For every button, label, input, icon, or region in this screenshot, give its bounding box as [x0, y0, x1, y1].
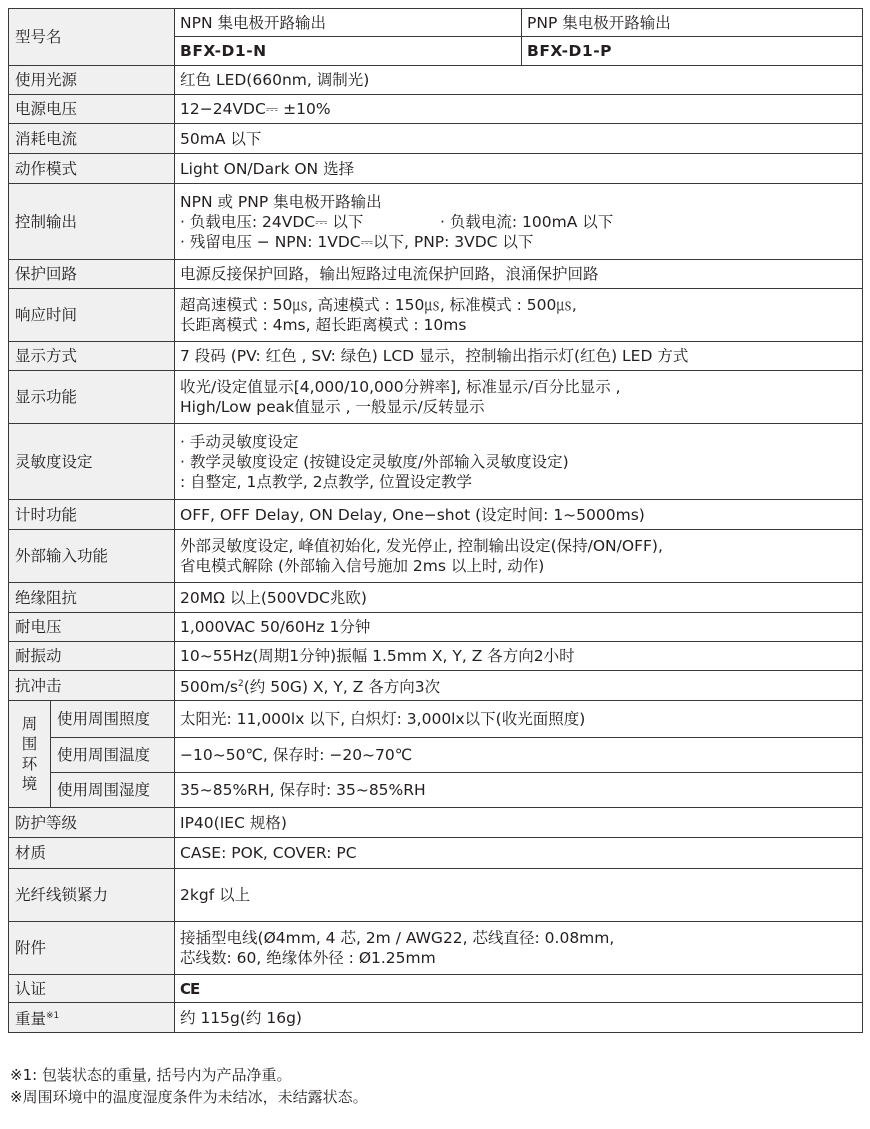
- fiber-lock-label: 光纤线锁紧力: [9, 869, 175, 922]
- pnp-type: PNP 集电极开路输出: [522, 9, 863, 37]
- vibration-value: 10~55Hz(周期1分钟)振幅 1.5mm X, Y, Z 各方向2小时: [175, 642, 863, 671]
- pnp-model: BFX-D1-P: [522, 37, 863, 66]
- protection-value: 电源反接保护回路，输出短路过电流保护回路，浪涌保护回路: [175, 260, 863, 289]
- accessory-line2: 芯线数: 60, 绝缘体外径 : Ø1.25mm: [180, 949, 436, 967]
- power-voltage-value: 12−24VDC⎓ ±10%: [175, 95, 863, 124]
- environment-char-4: 境: [21, 775, 38, 793]
- sensitivity-value: [175, 424, 863, 500]
- external-input-value: [175, 530, 863, 583]
- accessory-line1: 接插型电线(Ø4mm, 4 芯, 2m / AWG22, 芯线直径: 0.08mm,: [180, 929, 615, 947]
- weight-label: [9, 1003, 175, 1033]
- footnotes: [10, 1064, 368, 1108]
- certification-label: 认证: [9, 975, 175, 1003]
- sensitivity-line2: · 教学灵敏度设定 (按键设定灵敏度/外部输入灵敏度设定): [180, 452, 569, 471]
- response-value: [175, 289, 863, 342]
- illumination-label: 使用周围照度: [51, 701, 175, 738]
- external-input-line2: 省电模式解除 (外部输入信号施加 2ms 以上时, 动作): [180, 557, 545, 575]
- spec-table: [8, 8, 863, 1033]
- external-input-label: 外部输入功能: [9, 530, 175, 583]
- response-line1: 超高速模式 : 50㎲, 高速模式 : 150㎲, 标准模式 : 500㎲,: [180, 296, 577, 314]
- current-value: 50mA 以下: [175, 124, 863, 154]
- shock-value: [175, 671, 863, 701]
- npn-type: NPN 集电极开路输出: [175, 9, 522, 37]
- display-method-value: 7 段码 (PV: 红色 , SV: 绿色) LCD 显示，控制输出指示灯(红色) LED 方式: [175, 342, 863, 371]
- humidity-value: 35~85%RH, 保存时: 35~85%RH: [175, 773, 863, 808]
- mode-value: Light ON/Dark ON 选择: [175, 154, 863, 184]
- environment-char-1: 周: [21, 715, 38, 733]
- temperature-label: 使用周围温度: [51, 738, 175, 773]
- display-function-label: 显示功能: [9, 371, 175, 424]
- vibration-label: 耐振动: [9, 642, 175, 671]
- external-input-line1: 外部灵敏度设定, 峰值初始化, 发光停止, 控制输出设定(保持/ON/OFF),: [180, 537, 663, 555]
- shock-value-sup: 2: [238, 678, 244, 689]
- mode-label: 动作模式: [9, 154, 175, 184]
- environment-char-3: 环: [21, 755, 38, 773]
- shock-value-post: (约 50G) X, Y, Z 各方向3次: [243, 678, 441, 697]
- dielectric-value: 1,000VAC 50/60Hz 1分钟: [175, 613, 863, 642]
- sensitivity-label: 灵敏度设定: [9, 424, 175, 500]
- timer-value: OFF, OFF Delay, ON Delay, One−shot (设定时间: 1~5000ms): [175, 500, 863, 530]
- light-source-value: 红色 LED(660nm, 调制光): [175, 66, 863, 95]
- sensitivity-line1: · 手动灵敏度设定: [180, 432, 299, 451]
- accessory-value: [175, 922, 863, 975]
- light-source-label: 使用光源: [9, 66, 175, 95]
- display-function-line1: 收光/设定值显示[4,000/10,000分辨率], 标准显示/百分比显示 ,: [180, 378, 621, 396]
- material-value: CASE: POK, COVER: PC: [175, 838, 863, 869]
- footnote-1: ※1: 包装状态的重量, 括号内为产品净重。: [10, 1066, 292, 1084]
- sensitivity-line3: : 自整定, 1点教学, 2点教学, 位置设定教学: [180, 472, 472, 491]
- protection-label: 保护回路: [9, 260, 175, 289]
- display-function-line2: High/Low peak值显示 , 一般显示/反转显示: [180, 398, 485, 416]
- environment-char-2: 围: [21, 735, 38, 753]
- protection-grade-value: IP40(IEC 规格): [175, 808, 863, 838]
- npn-model: BFX-D1-N: [175, 37, 522, 66]
- environment-group-label: [9, 701, 51, 808]
- model-label: 型号名: [9, 9, 175, 66]
- insulation-label: 绝缘阻抗: [9, 583, 175, 613]
- display-function-value: [175, 371, 863, 424]
- weight-label-sup: ※1: [46, 1010, 60, 1021]
- current-label: 消耗电流: [9, 124, 175, 154]
- material-label: 材质: [9, 838, 175, 869]
- response-line2: 长距离模式 : 4ms, 超长距离模式 : 10ms: [180, 316, 467, 334]
- insulation-value: 20MΩ 以上(500VDC兆欧): [175, 583, 863, 613]
- accessory-label: 附件: [9, 922, 175, 975]
- response-label: 响应时间: [9, 289, 175, 342]
- display-method-label: 显示方式: [9, 342, 175, 371]
- shock-label: 抗冲击: [9, 671, 175, 701]
- dielectric-label: 耐电压: [9, 613, 175, 642]
- footnote-2: ※周围环境中的温度湿度条件为未结冰，未结露状态。: [10, 1088, 368, 1106]
- ce-mark-icon: CE: [180, 979, 200, 998]
- shock-value-pre: 500m/s: [180, 678, 238, 697]
- illumination-value: 太阳光: 11,000lx 以下, 白炽灯: 3,000lx以下(收光面照度): [175, 701, 863, 738]
- protection-grade-label: 防护等级: [9, 808, 175, 838]
- fiber-lock-value: 2kgf 以上: [175, 869, 863, 922]
- weight-value: 约 115g(约 16g): [175, 1003, 863, 1033]
- timer-label: 计时功能: [9, 500, 175, 530]
- certification-value: [175, 975, 863, 1003]
- control-output-value: [175, 184, 863, 260]
- control-output-label: 控制输出: [9, 184, 175, 260]
- temperature-value: −10~50℃, 保存时: −20~70℃: [175, 738, 863, 773]
- residual-voltage: · 残留电压 − NPN: 1VDC⎓以下, PNP: 3VDC 以下: [180, 232, 534, 251]
- control-output-line1: NPN 或 PNP 集电极开路输出: [180, 192, 382, 211]
- power-voltage-label: 电源电压: [9, 95, 175, 124]
- load-current: · 负载电流: 100mA 以下: [440, 212, 614, 231]
- weight-label-text: 重量: [15, 1010, 47, 1029]
- humidity-label: 使用周围湿度: [51, 773, 175, 808]
- load-voltage: · 负载电压: 24VDC⎓ 以下: [180, 212, 364, 231]
